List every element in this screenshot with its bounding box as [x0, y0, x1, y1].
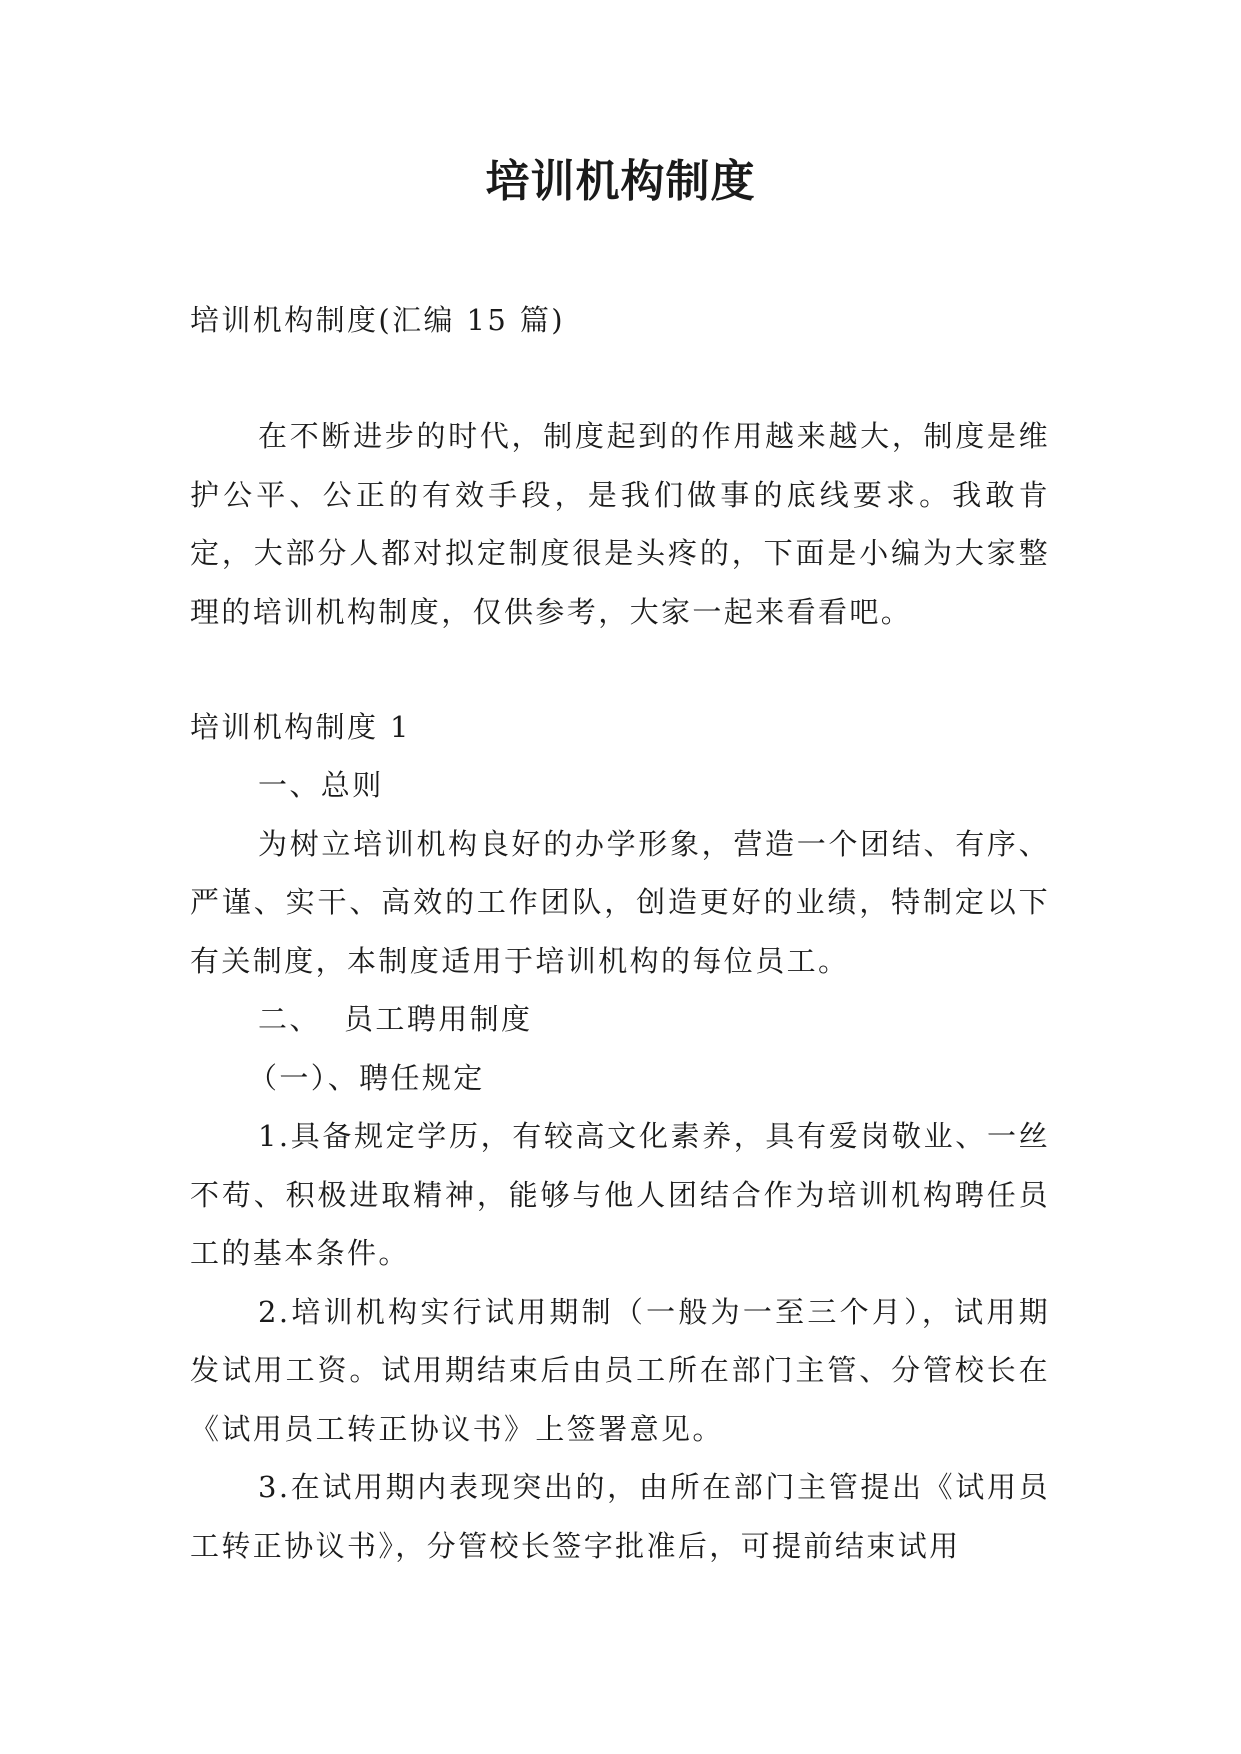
general-principles-heading: 一、总则 — [258, 768, 384, 802]
appointment-heading: （一）、聘任规定 — [248, 1060, 485, 1095]
employment-heading: 二、 员工聘用制度 — [258, 1002, 533, 1036]
document-title: 培训机构制度 — [485, 156, 756, 207]
rule-item-2: 2.培训机构实行试用期制（一般为一至三个月），试用期发试用工资。试用期结束后由员工所在部门主管、分管校长在《试用员工转正协议书》上签署意见。 — [190, 1294, 1050, 1446]
rule-item-1: 1.具备规定学历，有较高文化素养，具有爱岗敬业、一丝不苟、积极进取精神，能够与他人团结合作为培训机构聘任员工的基本条件。 — [190, 1119, 1050, 1270]
document-subtitle: 培训机构制度(汇编 15 篇) — [190, 303, 565, 337]
section-body — [190, 756, 1050, 1575]
section-heading: 培训机构制度 1 — [190, 710, 411, 744]
intro-paragraph: 在不断进步的时代，制度起到的作用越来越大，制度是维护公平、公正的有效手段，是我们做事的底线要求。我敢肯定，大部分人都对拟定制度很是头疼的，下面是小编为大家整理的培训机构制度，仅供参考，大家一起来看看吧。 — [190, 419, 1050, 629]
rule-item-3: 3.在试用期内表现突出的，由所在部门主管提出《试用员工转正协议书》，分管校长签字批准后，可提前结束试用 — [190, 1470, 1050, 1563]
general-principles-paragraph: 为树立培训机构良好的办学形象，营造一个团结、有序、严谨、实干、高效的工作团队，创造更好的业绩，特制定以下有关制度，本制度适用于培训机构的每位员工。 — [190, 826, 1050, 978]
